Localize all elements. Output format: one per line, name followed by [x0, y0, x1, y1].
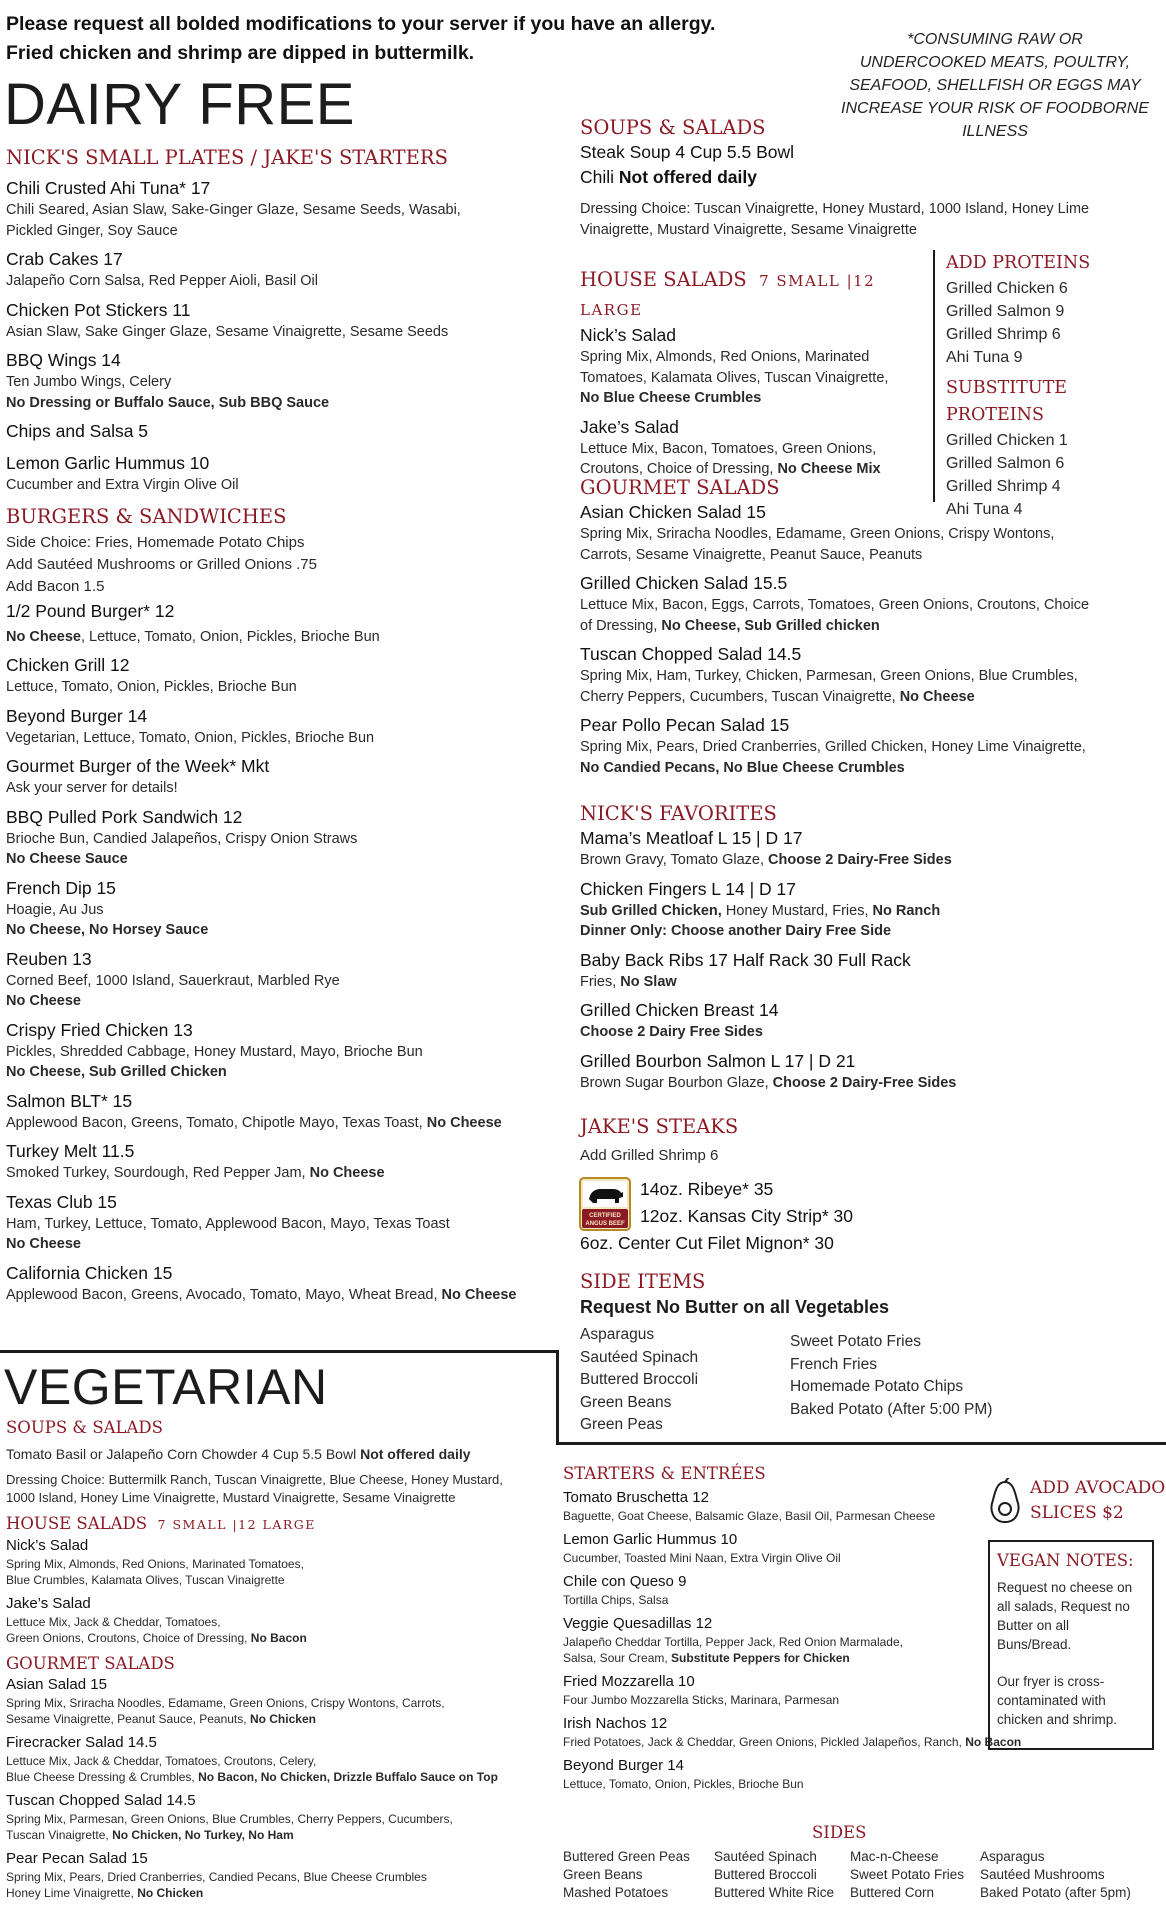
item-desc: Smoked Turkey, Sourdough, Red Pepper Jam, — [6, 1165, 310, 1181]
item-desc: Carrots, Sesame Vinaigrette, Peanut Sauce, Peanuts — [580, 546, 923, 563]
item-name: BBQ Wings 14 — [6, 350, 121, 370]
item-desc: Sesame Vinaigrette, Peanut Sauce, Peanuts, — [6, 1712, 250, 1726]
item-desc: Pickled Ginger, Soy Sauce — [6, 222, 178, 239]
item-name: Pear Pollo Pecan Salad 15 — [580, 715, 790, 735]
item-modification: No Cheese — [309, 1165, 385, 1181]
protein-item: Grilled Salmon 9 — [946, 303, 1065, 320]
item-desc: Lettuce, Tomato, Onion, Pickles, Brioche Bun — [6, 679, 297, 695]
protein-item: Grilled Chicken 1 — [946, 432, 1068, 449]
item-desc: Asian Slaw, Sake Ginger Glaze, Sesame Vinaigrette, Sesame Seeds — [6, 323, 449, 340]
burger-note: Add Sautéed Mushrooms or Grilled Onions .75 — [6, 555, 317, 573]
side-item: Buttered Corn — [850, 1885, 935, 1900]
menu-item — [6, 177, 566, 241]
allergy-notice — [6, 10, 715, 68]
protein-item: Ahi Tuna 9 — [946, 349, 1023, 366]
item-modification: No Candied Pecans, No Blue Cheese Crumbles — [580, 759, 905, 776]
menu-item — [6, 452, 566, 496]
side-item: Buttered White Rice — [714, 1885, 835, 1900]
nick-salad-desc: Spring Mix, Almonds, Red Onions, Marinated — [580, 349, 870, 365]
item-name: Mama’s Meatloaf L 15 | D 17 — [580, 828, 803, 848]
side-item: Asparagus — [980, 1849, 1045, 1864]
item-modification: No Cheese — [6, 628, 81, 645]
item-name: California Chicken 15 — [6, 1262, 173, 1283]
side-items-right — [790, 1331, 992, 1421]
item-name: Tuscan Chopped Salad 14.5 — [6, 1792, 196, 1809]
veg-dressing: 1000 Island, Honey Lime Vinaigrette, Mustard Vinaigrette, Sesame Vinaigrette — [6, 1490, 456, 1505]
veg-sides-col — [714, 1848, 834, 1902]
house-salads-section — [580, 266, 930, 480]
nick-salad-desc: Tomatoes, Kalamata Olives, Tuscan Vinaigrette, — [580, 369, 889, 386]
protein-item: Grilled Salmon 6 — [946, 455, 1065, 472]
item-name: Firecracker Salad 14.5 — [6, 1734, 157, 1751]
gourmet-salads-section — [580, 474, 1160, 785]
item-modification: No Chicken — [137, 1886, 204, 1900]
vegetarian-right-divider — [556, 1442, 1166, 1445]
item-desc: Spring Mix, Pears, Dried Cranberries, Candied Pecans, Blue Cheese Crumbles — [6, 1870, 427, 1884]
allergy-notice-line1: Please request all bolded modifications to your server if you have an allergy. — [6, 13, 716, 35]
protein-item: Grilled Shrimp 6 — [946, 326, 1061, 343]
item-name: Nick’s Salad — [6, 1537, 89, 1554]
dressing-choice: Dressing Choice: Tuscan Vinaigrette, Honey Mustard, 1000 Island, Honey Lime — [580, 201, 1090, 217]
item-name: Chili Crusted Ahi Tuna* 17 — [6, 178, 211, 198]
steaks-section — [580, 1113, 1160, 1167]
item-desc: Spring Mix, Sriracha Noodles, Edamame, Green Onions, Crispy Wontons, — [580, 526, 1055, 542]
vegan-notes-box — [988, 1540, 1154, 1750]
chili-note: Not offered daily — [618, 167, 757, 187]
item-desc: Spring Mix, Ham, Turkey, Chicken, Parmesan, Green Onions, Blue Crumbles, — [580, 668, 1078, 684]
jake-salad-desc: Lettuce Mix, Bacon, Tomatoes, Green Onions, — [580, 440, 877, 457]
item-modification: Substitute Peppers for Chicken — [671, 1651, 850, 1665]
item-name: Asian Chicken Salad 15 — [580, 502, 766, 522]
item-name: Lemon Garlic Hummus 10 — [563, 1531, 738, 1548]
menu-item — [6, 600, 566, 648]
jake-salad-mod: No Cheese Mix — [777, 461, 881, 477]
menu-item — [6, 1191, 566, 1255]
item-desc: Cucumber, Toasted Mini Naan, Extra Virgin Olive Oil — [563, 1551, 841, 1565]
vegetarian-top-divider — [0, 1350, 558, 1353]
item-modification: No Cheese Sauce — [6, 851, 128, 867]
item-modification: No Cheese — [6, 1236, 81, 1252]
side-item: Sautéed Mushrooms — [980, 1867, 1105, 1882]
dressing-choice: Vinaigrette, Mustard Vinaigrette, Sesame Vinaigrette — [580, 221, 917, 238]
item-desc: Chili Seared, Asian Slaw, Sake-Ginger Glaze, Sesame Seeds, Wasabi, — [6, 202, 461, 218]
favorites-section — [580, 800, 1160, 1100]
add-proteins-heading: ADD PROTEINS — [946, 253, 1091, 273]
item-modification: Choose 2 Dairy-Free Sides — [768, 852, 952, 868]
menu-item — [6, 420, 566, 443]
avocado-line: SLICES $2 — [1030, 1503, 1124, 1523]
item-name: Texas Club 15 — [6, 1191, 117, 1212]
veg-house-heading: HOUSE SALADS — [6, 1514, 148, 1533]
item-name: Chicken Fingers L 14 | D 17 — [580, 878, 796, 899]
item-desc: Four Jumbo Mozzarella Sticks, Marinara, Parmesan — [563, 1693, 840, 1707]
veg-house-sizes: 7 SMALL |12 LARGE — [157, 1517, 316, 1532]
item-desc: Cherry Peppers, Cucumbers, Tuscan Vinaigrette, — [580, 688, 900, 705]
item-desc: Applewood Bacon, Greens, Tomato, Chipotle Mayo, Texas Toast, — [6, 1114, 427, 1131]
item-modification: No Dressing or Buffalo Sauce, Sub BBQ Sauce — [6, 394, 330, 411]
item-modification: Dinner Only: Choose another Dairy Free Side — [580, 923, 892, 939]
item-modification: Sub Grilled Chicken, — [580, 902, 722, 919]
item-name: Baby Back Ribs 17 Half Rack 30 Full Rack — [580, 949, 911, 970]
vegetarian-side-divider — [556, 1350, 559, 1444]
item-desc: Spring Mix, Pears, Dried Cranberries, Grilled Chicken, Honey Lime Vinaigrette, — [580, 739, 1086, 755]
item-name: Salmon BLT* 15 — [6, 1090, 133, 1111]
side-item: Homemade Potato Chips — [790, 1378, 964, 1395]
menu-item — [6, 948, 566, 1012]
dairy-free-title: DAIRY FREE — [4, 72, 355, 137]
item-desc: of Dressing, — [580, 617, 662, 634]
menu-item — [6, 1019, 566, 1083]
item-name: Asian Salad 15 — [6, 1676, 107, 1693]
veg-soup-note: Not offered daily — [360, 1446, 471, 1462]
item-name: French Dip 15 — [6, 877, 116, 898]
side-item: Sautéed Spinach — [714, 1849, 817, 1864]
item-name: Crab Cakes 17 — [6, 249, 123, 269]
side-item: Green Peas — [580, 1416, 663, 1433]
item-name: Tomato Bruschetta 12 — [563, 1489, 709, 1506]
veg-soups-heading: SOUPS & SALADS — [6, 1418, 163, 1437]
soups-heading: SOUPS & SALADS — [580, 116, 766, 139]
item-name: Reuben 13 — [6, 948, 92, 969]
logo-text: ANGUS BEEF — [585, 1221, 625, 1227]
veg-soup-line: Tomato Basil or Jalapeño Corn Chowder 4 Cup 5.5 Bowl — [6, 1446, 361, 1462]
item-name: Veggie Quesadillas 12 — [563, 1615, 713, 1632]
side-item: Sweet Potato Fries — [790, 1333, 921, 1350]
item-name: Chile con Queso 9 — [563, 1573, 687, 1590]
item-name: Grilled Chicken Breast 14 — [580, 1000, 779, 1020]
jake-salad-desc: Croutons, Choice of Dressing, — [580, 461, 778, 477]
side-item: Green Beans — [563, 1867, 643, 1882]
side-item: French Fries — [790, 1355, 877, 1373]
item-desc: Blue Cheese Dressing & Crumbles, — [6, 1770, 199, 1784]
item-desc: Spring Mix, Parmesan, Green Onions, Blue Crumbles, Cherry Peppers, Cucumbers, — [6, 1812, 453, 1826]
soups-salads-section — [580, 114, 1160, 240]
item-desc: Jalapeño Corn Salsa, Red Pepper Aioli, Basil Oil — [6, 273, 318, 289]
item-modification: No Cheese, No Horsey Sauce — [6, 922, 209, 938]
item-modification: No Bacon — [965, 1735, 1022, 1749]
warning-line: INCREASE YOUR RISK OF FOODBORNE — [841, 100, 1149, 117]
item-desc: Ham, Turkey, Lettuce, Tomato, Applewood Bacon, Mayo, Texas Toast — [6, 1215, 450, 1232]
protein-item: Grilled Shrimp 4 — [946, 478, 1061, 495]
item-desc: Blue Crumbles, Kalamata Olives, Tuscan Vinaigrette — [6, 1573, 285, 1587]
item-modification: No Slaw — [620, 973, 677, 990]
veg-dressing: Dressing Choice: Buttermilk Ranch, Tuscan Vinaigrette, Blue Cheese, Honey Mustard, — [6, 1472, 503, 1487]
house-salads-heading: HOUSE SALADS — [580, 268, 747, 291]
item-modification: No Ranch — [872, 902, 941, 919]
item-desc: Pickles, Shredded Cabbage, Honey Mustard, Mayo, Brioche Bun — [6, 1043, 423, 1060]
filet-mignon: 6oz. Center Cut Filet Mignon* 30 — [580, 1233, 834, 1253]
veg-sides-col — [563, 1848, 690, 1902]
steak-soup: Steak Soup 4 Cup 5.5 Bowl — [580, 142, 795, 162]
menu-item — [6, 806, 566, 870]
veg-soups-section — [6, 1416, 551, 1907]
proteins-divider — [933, 250, 935, 502]
veg-sides-col — [980, 1848, 1131, 1902]
left-column — [6, 144, 566, 1312]
item-modification: Choose 2 Dairy Free Sides — [580, 1024, 763, 1040]
item-desc: Fried Potatoes, Jack & Cheddar, Green Onions, Pickled Jalapeños, Ranch, — [563, 1735, 966, 1749]
avocado-line: ADD AVOCADO — [1030, 1478, 1166, 1498]
item-modification: No Bacon, No Chicken, Drizzle Buffalo Sauce on Top — [198, 1770, 498, 1784]
item-name: Grilled Chicken Salad 15.5 — [580, 573, 788, 593]
ribeye: 14oz. Ribeye* 35 — [640, 1179, 774, 1199]
item-desc: Lettuce Mix, Bacon, Eggs, Carrots, Tomatoes, Green Onions, Croutons, Choice — [580, 597, 1090, 613]
item-desc: Honey Mustard, Fries, — [721, 902, 873, 919]
item-desc: Applewood Bacon, Greens, Avocado, Tomato, Mayo, Wheat Bread, — [6, 1286, 442, 1303]
side-items-note: Request No Butter on all Vegetables — [580, 1297, 890, 1317]
item-desc: Lettuce Mix, Jack & Cheddar, Tomatoes, — [6, 1615, 221, 1629]
certified-angus-beef-logo — [579, 1177, 631, 1231]
side-item: Buttered Broccoli — [714, 1867, 817, 1882]
veg-sides-heading: SIDES — [812, 1823, 867, 1842]
burger-note: Side Choice: Fries, Homemade Potato Chips — [6, 533, 305, 551]
nick-salad-mod: No Blue Cheese Crumbles — [580, 390, 762, 406]
veg-starters-heading: STARTERS & ENTRÉES — [563, 1464, 766, 1483]
item-desc: Tuscan Vinaigrette, — [6, 1828, 113, 1842]
menu-item — [6, 349, 566, 413]
menu-item — [6, 1262, 566, 1306]
item-modification: No Cheese — [6, 993, 81, 1009]
item-desc: Hoagie, Au Jus — [6, 901, 104, 918]
item-name: Beyond Burger 14 — [563, 1757, 684, 1774]
item-desc: Corned Beef, 1000 Island, Sauerkraut, Marbled Rye — [6, 972, 340, 989]
item-modification: No Cheese — [441, 1286, 517, 1303]
gourmet-heading: GOURMET SALADS — [580, 476, 780, 499]
logo-text: CERTIFIED — [589, 1213, 621, 1219]
item-desc: Lettuce, Tomato, Onion, Pickles, Brioche Bun — [563, 1777, 804, 1791]
item-modification: No Cheese, Sub Grilled Chicken — [6, 1064, 227, 1080]
side-item: Buttered Broccoli — [580, 1371, 699, 1388]
menu-item — [6, 248, 566, 292]
small-plates-heading: NICK'S SMALL PLATES / JAKE'S STARTERS — [6, 146, 448, 169]
item-name: Chicken Grill 12 — [6, 655, 130, 675]
item-desc: Ask your server for details! — [6, 780, 178, 796]
vegan-note: Our fryer is cross-contaminated with chicken and shrimp. — [997, 1674, 1118, 1727]
item-name: Turkey Melt 11.5 — [6, 1141, 135, 1161]
item-modification: No Cheese, Sub Grilled chicken — [661, 617, 880, 634]
item-name: 1/2 Pound Burger* 12 — [6, 600, 175, 621]
side-item: Baked Potato (After 5:00 PM) — [790, 1400, 993, 1418]
steaks-heading: JAKE'S STEAKS — [580, 1115, 739, 1138]
angus-logo-icon — [579, 1177, 631, 1231]
item-modification: No Bacon — [250, 1631, 307, 1645]
side-item: Green Beans — [580, 1393, 672, 1411]
side-items-heading: SIDE ITEMS — [580, 1270, 706, 1293]
side-items-left — [580, 1324, 698, 1437]
item-name: Lemon Garlic Hummus 10 — [6, 453, 210, 473]
item-name: Chicken Pot Stickers 11 — [6, 299, 191, 320]
veg-gourmet-heading: GOURMET SALADS — [6, 1654, 175, 1673]
side-item: Buttered Green Peas — [563, 1849, 690, 1864]
warning-line: ILLNESS — [962, 123, 1028, 140]
allergy-notice-line2: Fried chicken and shrimp are dipped in buttermilk. — [6, 42, 475, 64]
burgers-heading: BURGERS & SANDWICHES — [6, 504, 287, 528]
item-name: Crispy Fried Chicken 13 — [6, 1019, 193, 1040]
item-name: Chips and Salsa 5 — [6, 421, 149, 441]
warning-line: SEAFOOD, SHELLFISH OR EGGS MAY — [849, 77, 1141, 94]
item-desc: Brioche Bun, Candied Jalapeños, Crispy Onion Straws — [6, 830, 358, 847]
side-item: Mac-n-Cheese — [850, 1849, 939, 1864]
sub-proteins-heading: SUBSTITUTE PROTEINS — [946, 378, 1068, 425]
burger-note: Add Bacon 1.5 — [6, 577, 105, 595]
item-desc: , Lettuce, Tomato, Onion, Pickles, Brioche Bun — [80, 628, 380, 645]
item-desc: Brown Sugar Bourbon Glaze, — [580, 1074, 773, 1091]
menu-item — [6, 654, 566, 698]
item-desc: Spring Mix, Almonds, Red Onions, Marinated Tomatoes, — [6, 1557, 304, 1571]
item-desc: Spring Mix, Sriracha Noodles, Edamame, Green Onions, Crispy Wontons, Carrots, — [6, 1696, 445, 1710]
side-item: Sweet Potato Fries — [850, 1867, 965, 1882]
item-name: Grilled Bourbon Salmon L 17 | D 21 — [580, 1050, 856, 1071]
side-items-section — [580, 1268, 1160, 1319]
item-name: Gourmet Burger of the Week* Mkt — [6, 756, 270, 776]
avocado-icon — [985, 1478, 1025, 1526]
item-modification: No Cheese — [899, 688, 975, 705]
item-modification: No Chicken — [249, 1712, 316, 1726]
jake-salad-name: Jake’s Salad — [580, 416, 679, 437]
item-desc: Salsa, Sour Cream, — [563, 1651, 672, 1665]
item-desc: Baguette, Goat Cheese, Balsamic Glaze, Basil Oil, Parmesan Cheese — [563, 1509, 936, 1523]
house-salads-sizes: 7 SMALL |12 LARGE — [580, 272, 876, 319]
protein-item: Ahi Tuna 4 — [946, 501, 1023, 518]
item-modification: No Cheese — [426, 1114, 502, 1131]
favorites-heading: NICK'S FAVORITES — [580, 802, 777, 825]
item-desc: Fries, — [580, 973, 621, 990]
side-item: Baked Potato (after 5pm) — [980, 1885, 1131, 1900]
item-desc: Green Onions, Croutons, Choice of Dressing, — [6, 1631, 251, 1645]
warning-line: UNDERCOOKED MEATS, POULTRY, — [859, 54, 1131, 71]
veg-sides-col — [850, 1848, 964, 1902]
item-desc: Lettuce Mix, Jack & Cheddar, Tomatoes, Croutons, Celery, — [6, 1754, 317, 1768]
item-desc: Cucumber and Extra Virgin Olive Oil — [6, 477, 239, 493]
item-desc: Vegetarian, Lettuce, Tomato, Onion, Pickles, Brioche Bun — [6, 729, 375, 746]
item-modification: Choose 2 Dairy-Free Sides — [772, 1074, 957, 1091]
warning-line: *CONSUMING RAW OR — [907, 31, 1083, 48]
item-name: Fried Mozzarella 10 — [563, 1673, 695, 1690]
vegetarian-title: VEGETARIAN — [4, 1359, 328, 1415]
nick-salad-name: Nick’s Salad — [580, 325, 676, 345]
veg-starters-section — [563, 1462, 1022, 1798]
side-item: Mashed Potatoes — [563, 1885, 669, 1900]
menu-item — [6, 755, 566, 799]
item-desc: Tortilla Chips, Salsa — [563, 1593, 669, 1607]
protein-item: Grilled Chicken 6 — [946, 280, 1068, 297]
menu-item — [6, 877, 566, 941]
item-name: BBQ Pulled Pork Sandwich 12 — [6, 806, 243, 827]
side-item: Asparagus — [580, 1326, 655, 1343]
item-name: Beyond Burger 14 — [6, 705, 148, 726]
menu-item — [6, 1090, 566, 1134]
kc-strip: 12oz. Kansas City Strip* 30 — [640, 1206, 854, 1226]
menu-item — [6, 299, 566, 343]
item-desc: Brown Gravy, Tomato Glaze, — [580, 852, 769, 868]
vegan-notes-heading: VEGAN NOTES: — [997, 1551, 1134, 1570]
item-name: Jake’s Salad — [6, 1595, 91, 1612]
side-item: Sautéed Spinach — [580, 1348, 699, 1366]
add-shrimp: Add Grilled Shrimp 6 — [580, 1147, 719, 1164]
item-desc: Honey Lime Vinaigrette, — [6, 1886, 138, 1900]
menu-item — [6, 1140, 566, 1184]
vegan-note: Request no cheese on all salads, Request no Butter on all Buns/Bread. — [997, 1580, 1133, 1652]
item-name: Irish Nachos 12 — [563, 1715, 668, 1732]
item-desc: Ten Jumbo Wings, Celery — [6, 374, 172, 390]
menu-item — [6, 705, 566, 749]
item-modification: No Chicken, No Turkey, No Ham — [112, 1828, 294, 1842]
item-name: Tuscan Chopped Salad 14.5 — [580, 644, 802, 664]
chili-item: Chili — [580, 167, 619, 187]
item-desc: Jalapeño Cheddar Tortilla, Pepper Jack, Red Onion Marmalade, — [563, 1635, 903, 1649]
item-name: Pear Pecan Salad 15 — [6, 1850, 148, 1867]
avocado-addon — [1030, 1476, 1165, 1526]
